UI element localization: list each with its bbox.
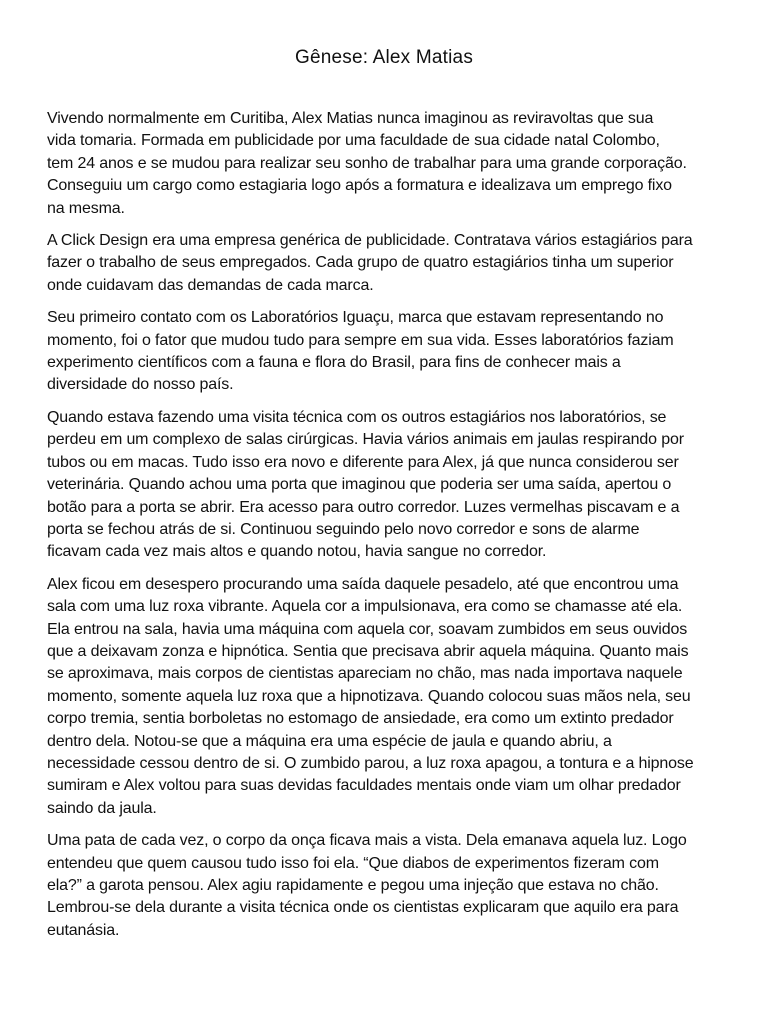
text-line: Conseguiu um cargo como estagiaria logo após a formatura e idealizava um emprego fixo xyxy=(47,177,672,195)
paragraph-2 xyxy=(47,230,727,297)
text-line: vida tomaria. Formada em publicidade por uma faculdade de sua cidade natal Colombo, xyxy=(47,132,660,150)
text-line: Vivendo normalmente em Curitiba, Alex Matias nunca imaginou as reviravoltas que sua xyxy=(47,110,654,127)
text-line: onde cuidavam das demandas de cada marca. xyxy=(47,276,374,294)
text-line: tubos ou em macas. Tudo isso era novo e diferente para Alex, já que nunca considerou ser xyxy=(47,453,679,471)
text-line: Uma pata de cada vez, o corpo da onça ficava mais a vista. Dela emanava aquela luz. Logo xyxy=(47,832,687,850)
text-line: sumiram e Alex voltou para suas devidas faculdades mentais onde viam um olhar predador xyxy=(47,777,681,795)
text-line: experimento científicos com a fauna e flora do Brasil, para fins de conhecer mais a xyxy=(47,354,621,372)
text-line: saindo da jaula. xyxy=(47,799,157,817)
text-line: ela?” a garota pensou. Alex agiu rapidamente e pegou uma injeção que estava no chão. xyxy=(47,877,659,894)
text-line: Alex ficou em desespero procurando uma saída daquele pesadelo, até que encontrou uma xyxy=(47,575,679,593)
text-line: tem 24 anos e se mudou para realizar seu sonho de trabalhar para uma grande corporação. xyxy=(47,154,687,172)
text-line: perdeu em um complexo de salas cirúrgicas. Havia vários animais em jaulas respirando por xyxy=(47,431,684,449)
text-line: dentro dela. Notou-se que a máquina era uma espécie de jaula e quando abriu, a xyxy=(47,732,612,750)
text-line: fazer o trabalho de seus empregados. Cada grupo de quatro estagiários tinha um superior xyxy=(47,254,674,272)
text-line: A Click Design era uma empresa genérica de publicidade. Contratava vários estagiários para xyxy=(47,232,693,250)
text-line: Lembrou-se dela durante a visita técnica onde os cientistas explicaram que aquilo era para xyxy=(47,899,679,917)
text-line: Quando estava fazendo uma visita técnica com os outros estagiários nos laboratórios, se xyxy=(47,408,667,426)
text-line: botão para a porta se abrir. Era acesso para outro corredor. Luzes vermelhas piscavam e a xyxy=(47,498,680,516)
text-line: diversidade do nosso país. xyxy=(47,376,234,394)
text-line: sala com uma luz roxa vibrante. Aquela cor a impulsionava, era como se chamasse até ela. xyxy=(47,598,683,616)
paragraph-5 xyxy=(47,574,727,820)
text-line: que a deixavam zonza e hipnótica. Sentia que precisava abrir aquela máquina. Quanto mais xyxy=(47,642,689,660)
text-line: Ela entrou na sala, havia uma máquina com aquela cor, soavam zumbidos em seus ouvidos xyxy=(47,620,688,638)
text-line: veterinária. Quando achou uma porta que imaginou que poderia ser uma saída, apertou o xyxy=(47,476,672,494)
text-line: necessidade cessou dentro de si. O zumbido parou, a luz roxa apagou, a tontura e a hipnose xyxy=(47,754,694,772)
text-line: entendeu que quem causou tudo isso foi ela. “Que diabos de experimentos fizeram com xyxy=(47,854,659,872)
text-line: corpo tremia, sentia borboletas no estomago de ansiedade, era como um extinto predador xyxy=(47,710,674,728)
text-line: eutanásia. xyxy=(47,921,120,939)
document-title: Gênese: Alex Matias xyxy=(294,47,474,68)
text-line: na mesma. xyxy=(47,199,125,217)
paragraph-6 xyxy=(47,830,727,942)
text-line: momento, foi o fator que mudou tudo para sempre em sua vida. Esses laboratórios faziam xyxy=(47,331,674,349)
paragraph-4 xyxy=(47,407,727,564)
text-line: se aproximava, mais corpos de cientistas apareciam no chão, mas nada importava naquele xyxy=(47,665,683,683)
text-line: ficavam cada vez mais altos e quando notou, havia sangue no corredor. xyxy=(47,543,547,561)
document-body xyxy=(47,108,727,952)
paragraph-3 xyxy=(47,307,727,397)
text-line: Seu primeiro contato com os Laboratórios Iguaçu, marca que estavam representando no xyxy=(47,309,664,327)
text-line: momento, somente aquela luz roxa que a hipnotizava. Quando colocou suas mãos nela, seu xyxy=(47,687,691,705)
paragraph-1 xyxy=(47,108,727,220)
text-line: porta se fechou atrás de si. Continuou seguindo pelo novo corredor e sons de alarme xyxy=(47,520,640,538)
